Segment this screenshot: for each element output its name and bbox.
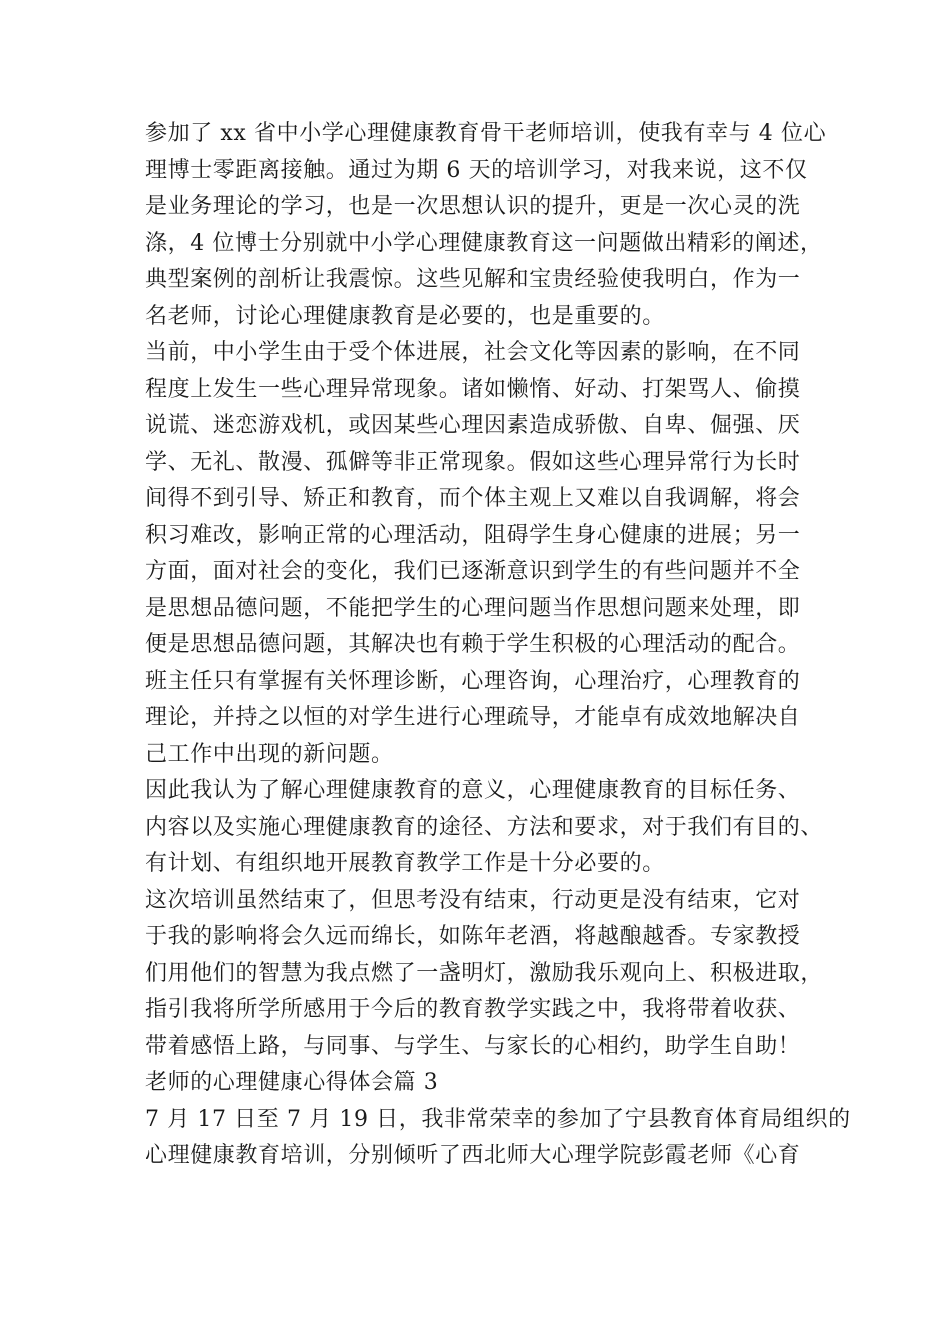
text-line: 学、无礼、散漫、孤僻等非正常现象。假如这些心理异常行为长时 — [145, 449, 801, 475]
text-line: 指引我将所学所感用于今后的教育教学实践之中，我将带着收获、 — [145, 997, 801, 1022]
text-line: 有计划、有组织地开展教育教学工作是十分必要的。 — [145, 851, 665, 876]
section-heading: 老师的心理健康心得体会篇 3 — [145, 1070, 439, 1095]
text-line: 带着感悟上路，与同事、与学生、与家长的心相约，助学生自助！ — [145, 1033, 801, 1059]
text-line: 名老师，讨论心理健康教育是必要的，也是重要的。 — [145, 303, 665, 329]
text-line: 涤，4 位博士分别就中小学心理健康教育这一问题做出精彩的阐述， — [145, 230, 823, 256]
text-line: 当前，中小学生由于受个体进展，社会文化等因素的影响，在不同 — [145, 340, 801, 365]
text-line: 理论，并持之以恒的对学生进行心理疏导，才能卓有成效地解决自 — [145, 705, 801, 730]
text-line: 参加了 xx 省中小学心理健康教育骨干老师培训，使我有幸与 4 位心 — [145, 121, 827, 146]
text-line: 班主任只有掌握有关怀理诊断，心理咨询，心理治疗，心理教育的 — [145, 668, 801, 694]
text-line: 己工作中出现的新问题。 — [145, 741, 394, 767]
text-line: 这次培训虽然结束了，但思考没有结束，行动更是没有结束，它对 — [145, 887, 801, 913]
text-line: 因此我认为了解心理健康教育的意义，心理健康教育的目标任务、 — [145, 778, 801, 803]
text-line: 说谎、迷恋游戏机，或因某些心理因素造成骄傲、自卑、倔强、厌 — [145, 413, 801, 438]
text-line: 理博士零距离接触。通过为期 6 天的培训学习，对我来说，这不仅 — [145, 157, 808, 183]
text-line: 7 月 17 日至 7 月 19 日，我非常荣幸的参加了宁县教育体育局组织的 — [145, 1106, 851, 1132]
text-line: 们用他们的智慧为我点燃了一盏明灯，激励我乐观向上、积极进取， — [145, 960, 824, 986]
text-line: 程度上发生一些心理异常现象。诸如懒惰、好动、打架骂人、偷摸 — [145, 376, 801, 402]
text-line: 于我的影响将会久远而绵长，如陈年老酒，将越酿越香。专家教授 — [145, 924, 801, 949]
document-body — [145, 116, 851, 1175]
text-line: 间得不到引导、矫正和教育，而个体主观上又难以自我调解，将会 — [145, 486, 801, 511]
text-line: 是思想品德问题，不能把学生的心理问题当作思想问题来处理，即 — [145, 595, 801, 621]
text-line: 便是思想品德问题，其解决也有赖于学生积极的心理活动的配合。 — [145, 632, 801, 657]
text-line: 典型案例的剖析让我震惊。这些见解和宝贵经验使我明白，作为一 — [145, 267, 801, 292]
text-line: 心理健康教育培训，分别倾听了西北师大心理学院彭霞老师《心育 — [145, 1143, 801, 1168]
text-line: 内容以及实施心理健康教育的途径、方法和要求，对于我们有目的、 — [145, 814, 824, 840]
text-line: 积习难改，影响正常的心理活动，阻碍学生身心健康的进展；另一 — [145, 522, 801, 548]
text-line: 方面，面对社会的变化，我们已逐渐意识到学生的有些问题并不全 — [145, 559, 801, 584]
text-line: 是业务理论的学习，也是一次思想认识的提升，更是一次心灵的洗 — [145, 194, 801, 219]
